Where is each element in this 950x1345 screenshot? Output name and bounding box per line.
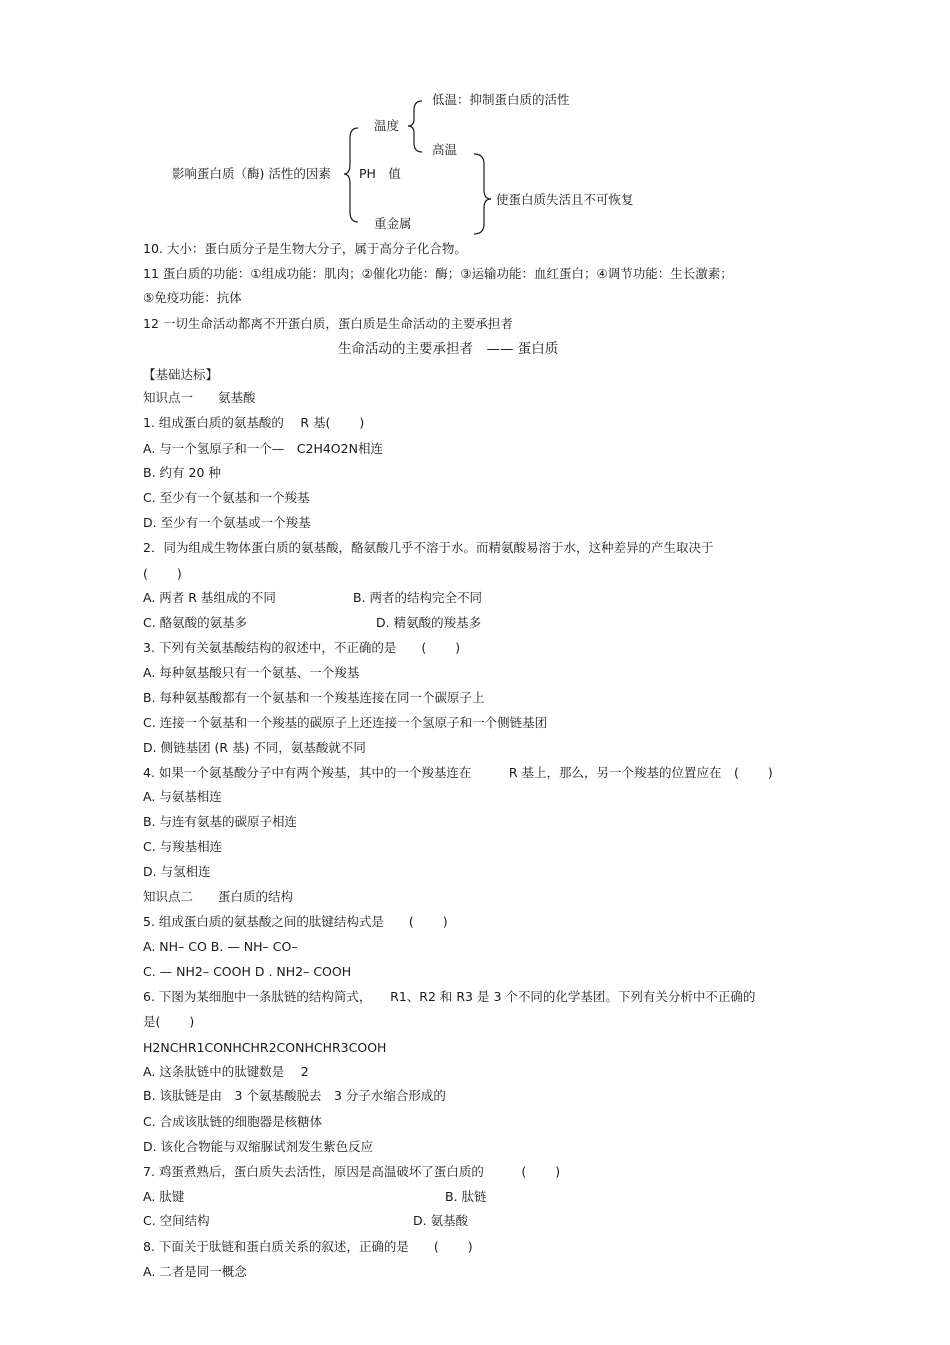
- diagram-low-temp: 低温：抑制蛋白质的活性: [432, 92, 570, 107]
- q1-option-a: A. 与一个氢原子和一个— C2H4O2N相连: [143, 441, 383, 456]
- q4-option-b: B. 与连有氨基的碳原子相连: [143, 814, 298, 829]
- q2-stem: 2．同为组成生物体蛋白质的氨基酸，酪氨酸几乎不溶于水。而精氨酸易溶于水，这种差异的产生取决于: [143, 540, 714, 555]
- temperature-brace: [408, 101, 422, 152]
- q8-stem: 8. 下面关于肽链和蛋白质关系的叙述，正确的是 ( ): [143, 1239, 473, 1254]
- q6-option-b: B. 该肽链是由 3 个氨基酸脱去 3 分子水缩合形成的: [143, 1088, 446, 1103]
- q7-option-b: B. 肽链: [445, 1189, 487, 1204]
- q5-options-cd: C. — NH2– COOH D . NH2– COOH: [143, 964, 352, 979]
- diagram-temperature: 温度: [374, 118, 400, 133]
- q2-option-d: D. 精氨酸的羧基多: [376, 615, 482, 630]
- q6-option-c: C. 合成该肽链的细胞器是核糖体: [143, 1114, 323, 1129]
- q2-option-c: C. 酪氨酸的氨基多: [143, 615, 248, 630]
- diagram-heavy-metal: 重金属: [374, 216, 412, 231]
- q2-option-a: A. 两者 R 基组成的不同: [143, 590, 276, 605]
- q4-option-c: C. 与羧基相连: [143, 839, 223, 854]
- q4-option-a: A. 与氨基相连: [143, 789, 222, 804]
- q1-option-b: B. 约有 20 种: [143, 465, 221, 480]
- q1-option-d: D. 至少有一个氨基或一个羧基: [143, 515, 311, 530]
- left-brace: [344, 128, 358, 222]
- q7-stem: 7. 鸡蛋煮熟后，蛋白质失去活性，原因是高温破坏了蛋白质的 ( ): [143, 1164, 561, 1179]
- q6-stem-cont: 是( ): [143, 1014, 195, 1029]
- right-brace: [474, 154, 491, 234]
- q6-formula: H2NCHR1CONHCHR2CONHCHR3COOH: [143, 1040, 387, 1055]
- diagram-irreversible: 使蛋白质失活且不可恢复: [496, 192, 634, 207]
- q8-option-a: A. 二者是同一概念: [143, 1264, 247, 1279]
- q1-stem: 1. 组成蛋白质的氨基酸的 R 基( ): [143, 415, 365, 430]
- q1-option-c: C. 至少有一个氨基和一个羧基: [143, 490, 310, 505]
- q7-option-c: C. 空间结构: [143, 1213, 210, 1228]
- note-11b: ⑤免疫功能：抗体: [143, 290, 242, 305]
- q4-option-d: D. 与氢相连: [143, 864, 211, 879]
- q2-option-b: B. 两者的结构完全不同: [353, 590, 483, 605]
- q7-option-a: A. 肽键: [143, 1189, 185, 1204]
- diagram-high-temp: 高温: [432, 142, 458, 157]
- q5-stem: 5. 组成蛋白质的氨基酸之间的肽键结构式是 ( ): [143, 914, 448, 929]
- knowledge-point-2: 知识点二 蛋白质的结构: [143, 889, 294, 904]
- q6-option-a: A. 这条肽链中的肽键数是 2: [143, 1064, 309, 1079]
- note-11a: 11 蛋白质的功能：①组成功能：肌肉；②催化功能：酶；③运输功能：血红蛋白；④调节功能：生长激素；: [143, 266, 733, 281]
- q4-stem: 4. 如果一个氨基酸分子中有两个羧基，其中的一个羧基连在 R 基上，那么，另一个羧基的位置应在 ( ): [143, 765, 773, 780]
- q2-paren: ( ): [143, 566, 182, 581]
- q7-option-d: D. 氨基酸: [413, 1213, 469, 1228]
- section-heading: 【基础达标】: [143, 367, 219, 382]
- diagram-braces: [0, 0, 950, 260]
- note-12: 12 一切生命活动都离不开蛋白质，蛋白质是生命活动的主要承担者: [143, 316, 513, 331]
- diagram-ph: PH 值: [359, 166, 401, 181]
- page-title: 生命活动的主要承担者 —— 蛋白质: [338, 341, 559, 357]
- q3-option-b: B. 每种氨基酸都有一个氨基和一个羧基连接在同一个碳原子上: [143, 690, 485, 705]
- q3-stem: 3. 下列有关氨基酸结构的叙述中，不正确的是 ( ): [143, 640, 461, 655]
- q3-option-d: D. 侧链基团 (R 基) 不同，氨基酸就不同: [143, 740, 366, 755]
- q3-option-a: A. 每种氨基酸只有一个氨基、一个羧基: [143, 665, 360, 680]
- q5-options-ab: A. NH– CO B. — NH– CO–: [143, 939, 298, 954]
- diagram-factors: 影响蛋白质（酶) 活性的因素: [172, 166, 331, 181]
- q6-stem: 6. 下图为某细胞中一条肽链的结构简式， R1、R2 和 R3 是 3 个不同的化学基团。下列有关分析中不正确的: [143, 989, 756, 1004]
- q3-option-c: C. 连接一个氨基和一个羧基的碳原子上还连接一个氢原子和一个侧链基团: [143, 715, 548, 730]
- knowledge-point-1: 知识点一 氨基酸: [143, 390, 256, 405]
- q6-option-d: D. 该化合物能与双缩脲试剂发生紫色反应: [143, 1139, 374, 1154]
- note-10: 10. 大小：蛋白质分子是生物大分子，属于高分子化合物。: [143, 241, 467, 256]
